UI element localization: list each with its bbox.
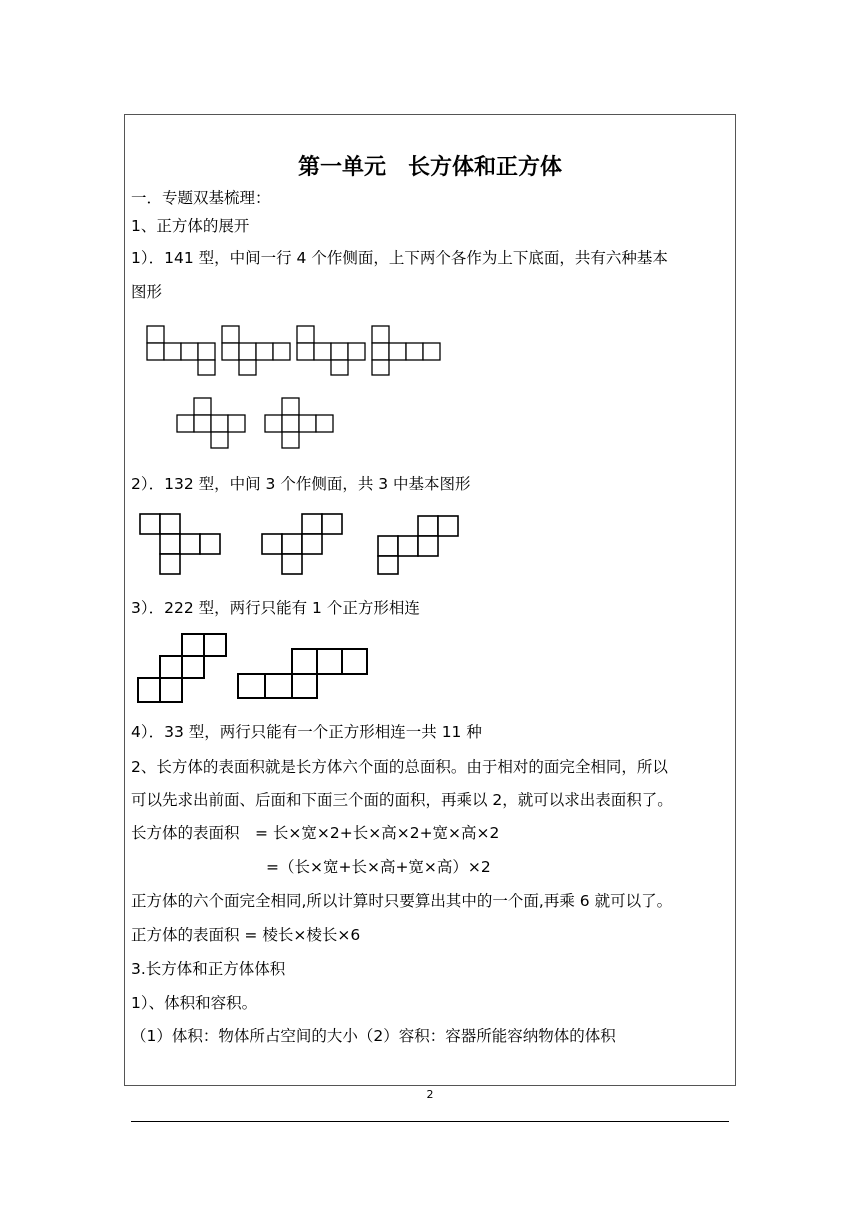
net-141-d [372,326,442,376]
section-heading: 一．专题双基梳理： [131,189,271,207]
net-33 [237,648,371,700]
net-132-b [262,514,346,576]
net-141-f [265,398,335,450]
net-141-c [297,326,367,376]
cube-surface-formula: 正方体的表面积 = 棱长×棱长×6 [131,926,361,944]
net-141-e [177,398,247,450]
surface-area-explanation-cont: 可以先求出前面、后面和下面三个面的面积，再乘以 2，就可以求出表面积了。 [131,791,673,809]
type-132-text: 2）．132 型，中间 3 个作侧面，共 3 中基本图形 [131,475,471,493]
footer-rule [131,1121,729,1122]
volume-capacity-heading: 1）、体积和容积。 [131,994,258,1012]
volume-heading: 3.长方体和正方体体积 [131,960,286,978]
net-141-b [222,326,292,376]
net-132-c [378,514,462,576]
type-141-text-cont: 图形 [131,283,163,301]
net-141-a [147,326,217,376]
cube-surface-explanation: 正方体的六个面完全相同,所以计算时只要算出其中的一个面,再乘 6 就可以了。 [131,892,673,910]
net-132-a [140,514,224,576]
type-222-text: 3）．222 型，两行只能有 1 个正方形相连 [131,599,420,617]
page-title: 第一单元 长方体和正方体 [297,154,562,180]
page-number: 2 [426,1088,434,1101]
cuboid-surface-formula: 长方体的表面积 = 长×宽×2+长×高×2+宽×高×2 [131,824,500,842]
subheading-cube-net: 1、正方体的展开 [131,217,250,235]
surface-area-explanation: 2、长方体的表面积就是长方体六个面的总面积。由于相对的面完全相同，所以 [131,758,668,776]
type-33-text: 4）．33 型，两行只能有一个正方形相连一共 11 种 [131,723,482,741]
cuboid-surface-formula-alt: =（长×宽+长×高+宽×高）×2 [266,858,491,876]
volume-capacity-definition: （1）体积：物体所占空间的大小（2）容积：容器所能容纳物体的体积 [131,1027,616,1045]
type-141-text: 1）．141 型，中间一行 4 个作侧面，上下两个各作为上下底面，共有六种基本 [131,249,668,267]
net-222 [137,634,233,706]
